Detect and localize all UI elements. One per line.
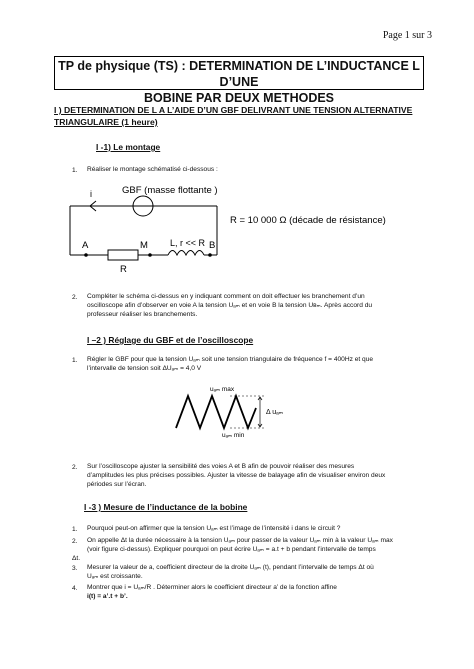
text-line: d’amplitudes les plus précises possibles. Ajuster la vitesse de balayage afin de visualiser environ deux	[87, 472, 386, 479]
list-number: 3.	[72, 565, 78, 572]
list-item-text	[87, 355, 373, 373]
section-1-heading	[54, 104, 412, 128]
list-number: 2.	[72, 294, 78, 301]
coil-icon	[168, 251, 204, 256]
resistance-note: R = 10 000 Ω (décade de résistance)	[230, 215, 386, 226]
waveform-delta-label: Δ uₐₘ	[266, 409, 284, 416]
text-line: Sur l’oscilloscope ajuster la sensibilité des voies A et B afin de pouvoir réaliser des mesures	[87, 463, 355, 470]
page-number: Page 1 sur 3	[382, 30, 432, 41]
node-m-label: M	[140, 240, 148, 251]
subsection-1-heading: I -1) Le montage	[96, 142, 161, 152]
list-number: 1.	[72, 357, 78, 364]
text-line: professeur réaliser les branchements.	[87, 311, 198, 318]
node-b-dot	[208, 253, 212, 257]
list-number: 1.	[72, 526, 78, 533]
list-number: 2.	[72, 464, 78, 471]
triangle-waveform	[176, 396, 256, 428]
section-1-heading-line-2: TRIANGULAIRE (1 heure)	[54, 117, 158, 127]
title-line-2: BOBINE PAR DEUX METHODES	[143, 91, 335, 105]
list-item-text: Pourquoi peut-on affirmer que la tension Uₐₘ est l’image de l’intensité i dans le circuit ?	[87, 525, 341, 532]
text-line: i(t) = a’.t + b’.	[87, 593, 128, 600]
resistor-label: R	[120, 264, 127, 275]
text-line: l’intervalle de tension soit ΔUₐₘ = 4,0 V	[87, 365, 202, 372]
list-item-text	[87, 583, 337, 601]
list-number: 1.	[72, 167, 78, 174]
list-item-text: Réaliser le montage schématisé ci-dessous :	[87, 166, 218, 173]
document-title	[54, 56, 424, 105]
text-line: Uₐₘ est croissante.	[87, 573, 143, 580]
list-item-text	[87, 462, 385, 489]
text-line: Mesurer la valeur de a, coefficient directeur de la droite Uₐₘ (t), pendant l’intervalle de temps Δt où	[87, 564, 374, 571]
current-label: i	[90, 189, 92, 199]
text-line: On appelle Δt la durée nécessaire à la tension Uₐₘ pour passer de la valeur Uₐₘ min à la valeur Uₐₘ max	[87, 537, 393, 544]
text-line: périodes sur l’écran.	[87, 481, 147, 488]
node-b-label: B	[209, 240, 216, 251]
triangle-waveform-diagram	[168, 380, 308, 440]
resistor-icon	[108, 250, 138, 260]
text-line: Montrer que i = Uₐₘ/R . Déterminer alors le coefficient directeur a’ de la fonction affine	[87, 584, 337, 591]
node-m-dot	[148, 253, 152, 257]
gbf-label: GBF (masse flottante )	[122, 185, 218, 196]
text-line: Régler le GBF pour que la tension Uₐₘ soit une tension triangulaire de fréquence f = 400Hz et que	[87, 356, 374, 363]
coil-label: L, r << R	[170, 238, 206, 248]
waveform-min-label: uₐₘ min	[222, 432, 245, 439]
subsection-3-heading: I -3 ) Mesure de l’inductance de la bobine	[84, 502, 248, 512]
list-item-text	[87, 563, 374, 581]
circuit-diagram	[60, 178, 386, 283]
waveform-max-label: uₐₘ max	[210, 386, 235, 393]
list-number: 4.	[72, 585, 78, 592]
subsection-2-heading: I –2 ) Réglage du GBF et de l’oscilloscope	[87, 335, 254, 345]
text-line: (voir figure ci-dessus). Expliquer pourquoi on peut écrire Uₐₘ = a.t + b pendant l’intervalle de temps	[87, 546, 376, 553]
text-line: oscilloscope afin d’observer en voie A la tension Uₐₘ et en voie B la tension Uʙₘ. Après accord du	[87, 302, 373, 309]
title-line-1: TP de physique (TS) : DETERMINATION DE L’INDUCTANCE L D’UNE	[58, 59, 420, 89]
list-item-text	[87, 536, 393, 554]
list-number: 2.	[72, 538, 78, 545]
section-1-heading-line-1: I ) DETERMINATION DE L A L’AIDE D’UN GBF DELIVRANT UNE TENSION ALTERNATIVE	[54, 105, 413, 115]
list-item-text	[87, 292, 372, 319]
node-a-label: A	[82, 240, 89, 251]
text-line: Δt.	[72, 555, 81, 562]
node-a-dot	[84, 253, 88, 257]
text-line: Compléter le schéma ci-dessus en y indiquant comment on doit effectuer les branchement d’un	[87, 293, 365, 300]
